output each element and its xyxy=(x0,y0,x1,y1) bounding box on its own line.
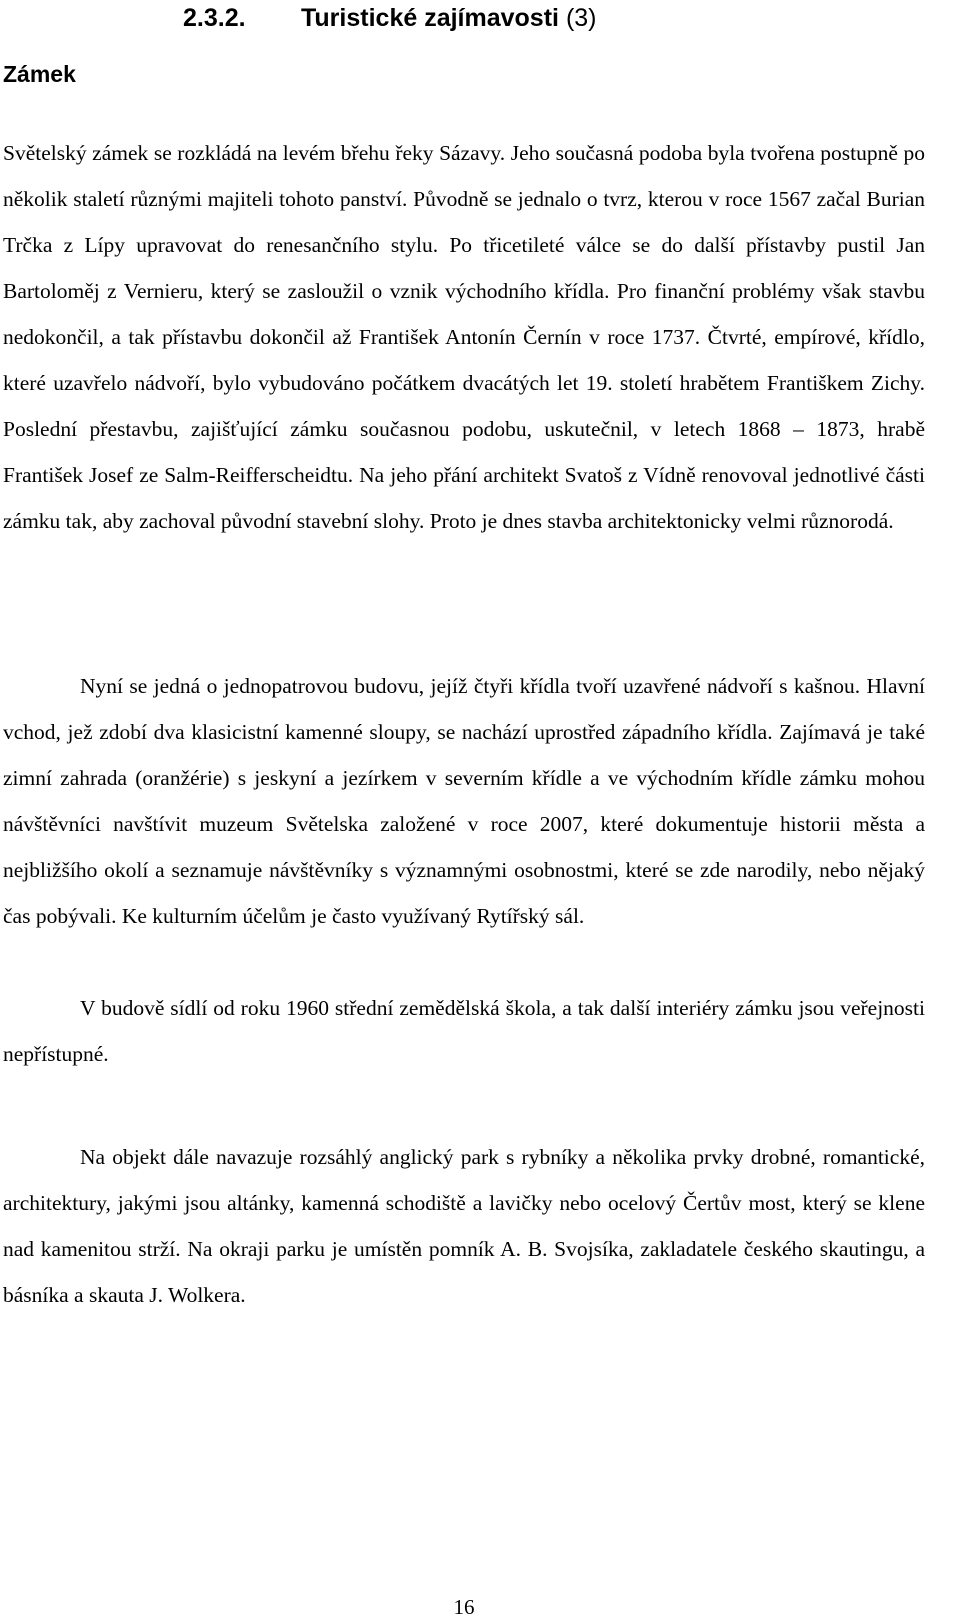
section-number: 2.3.2. xyxy=(183,4,246,32)
section-title: Turistické zajímavosti xyxy=(301,4,559,32)
paragraph-2: Nyní se jedná o jednopatrovou budovu, jejíž čtyři křídla tvoří uzavřené nádvoří s kašnou. Hlavní vchod, jež zdobí dva klasicistní kamenné sloupy, se nachází uprostřed západního křídla. Zajímavá je také zimní zahrada (oranžérie) s jeskyní a jezírkem v severním křídle a ve východním křídle zámku mohou návštěvníci navštívit muzeum Světelska založené v roce 2007, které dokumentuje historii města a nejbližšího okolí a seznamuje návštěvníky s významnými osobnostmi, které se zde narodily, nebo nějaký čas pobývali. Ke kulturním účelům je často využívaný Rytířský sál. xyxy=(3,674,925,928)
paragraph-1: Světelský zámek se rozkládá na levém břehu řeky Sázavy. Jeho současná podoba byla tvořena postupně po několik staletí různými majiteli tohoto panství. Původně se jednalo o tvrz, kterou v roce 1567 začal Burian Trčka z Lípy upravovat do renesančního stylu. Po třicetileté válce se do další přístavby pustil Jan Bartoloměj z Vernieru, který se zasloužil o vznik východního křídla. Pro finanční problémy však stavbu nedokončil, a tak přístavbu dokončil až František Antonín Černín v roce 1737. Čtvrté, empírové, křídlo, které uzavřelo nádvoří, bylo vybudováno počátkem dvacátých let 19. století hrabětem Františkem Zichy. Poslední přestavbu, zajišťující zámku současnou podobu, uskutečnil, v letech 1868 – 1873, hrabě František Josef ze Salm-Reifferscheidtu. Na jeho přání architekt Svatoš z Vídně renovoval jednotlivé části zámku tak, aby zachoval původní stavební slohy. Proto je dnes stavba architektonicky velmi různorodá. xyxy=(3,141,925,533)
paragraph-4: Na objekt dále navazuje rozsáhlý anglický park s rybníky a několika prvky drobné, romantické, architektury, jakými jsou altánky, kamenná schodiště a lavičky nebo ocelový Čertův most, který se klene nad kamenitou strží. Na okraji parku je umístěn pomník A. B. Svojsíka, zakladatele českého skautingu, a básníka a skauta J. Wolkera. xyxy=(3,1145,925,1307)
section-suffix: (3) xyxy=(565,4,597,32)
subsection-title: Zámek xyxy=(3,61,76,87)
section-heading xyxy=(183,0,597,36)
page-number: 16 xyxy=(453,1595,475,1619)
paragraph-3: V budově sídlí od roku 1960 střední zemědělská škola, a tak další interiéry zámku jsou veřejnosti nepřístupné. xyxy=(3,996,925,1066)
